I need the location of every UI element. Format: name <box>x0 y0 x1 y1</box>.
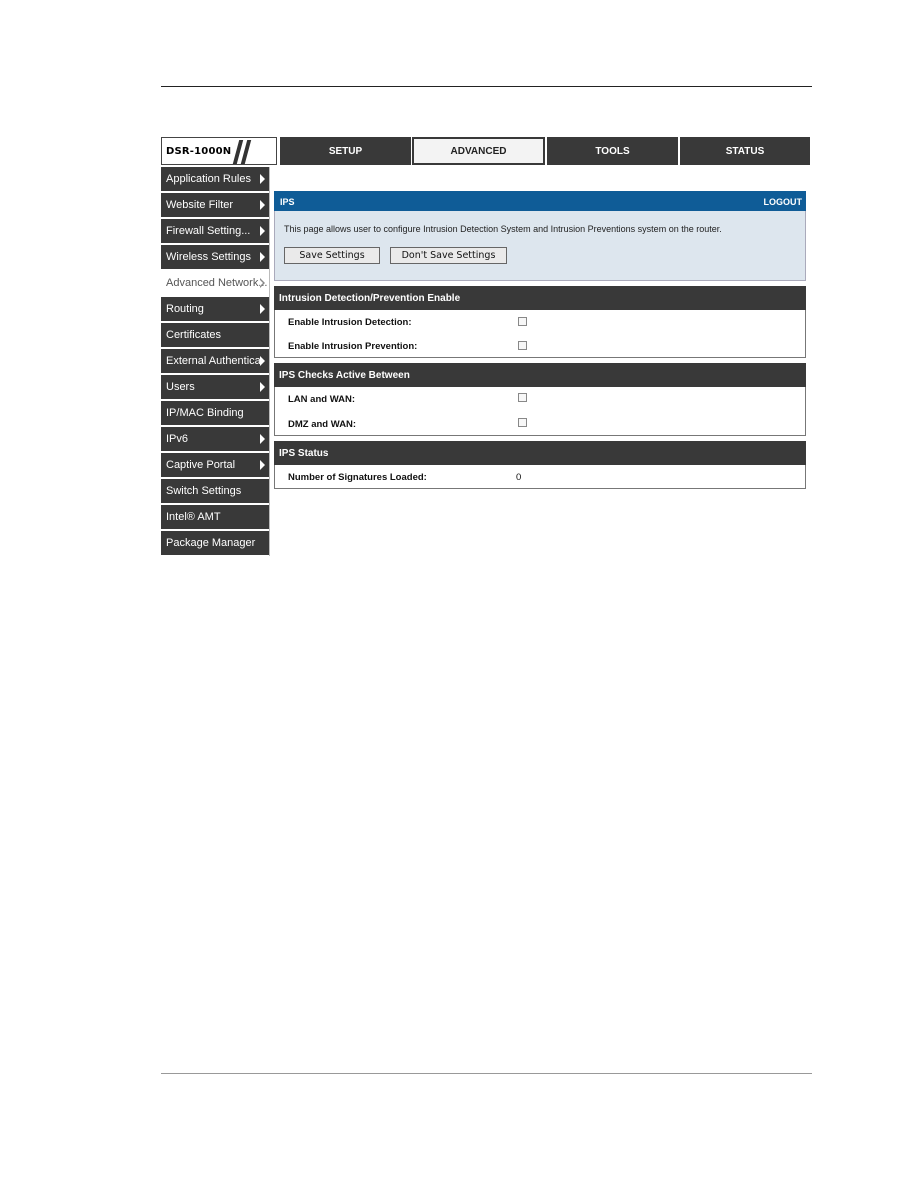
lan-wan-label: LAN and WAN: <box>288 394 356 405</box>
tab-advanced[interactable]: ADVANCED <box>412 137 545 165</box>
sidebar-item-website-filter[interactable] <box>161 193 269 217</box>
sidebar-item-ipv6[interactable] <box>161 427 269 451</box>
sidebar-item-label: Website Filter <box>166 199 234 211</box>
enable-prevention-checkbox[interactable] <box>518 341 527 350</box>
logo-slash <box>241 140 251 164</box>
section-header-enable: Intrusion Detection/Prevention Enable <box>274 286 806 310</box>
sidebar-item-label: Captive Portal <box>166 459 236 471</box>
enable-detection-checkbox[interactable] <box>518 317 527 326</box>
sidebar-item-label: Package Manager <box>166 537 256 549</box>
chevron-right-icon <box>260 200 265 210</box>
sidebar-item-label: IPv6 <box>166 433 189 445</box>
sidebar-item-package-manager[interactable] <box>161 531 269 555</box>
sidebar-item-routing[interactable] <box>161 297 269 321</box>
sidebar-item-ip-mac-binding[interactable] <box>161 401 269 425</box>
section-header-status: IPS Status <box>274 441 806 465</box>
sidebar-item-label: Application Rules <box>166 173 251 185</box>
tab-tools[interactable]: TOOLS <box>545 137 678 165</box>
enable-prevention-label: Enable Intrusion Prevention: <box>288 341 418 352</box>
logout-link[interactable]: LOGOUT <box>763 197 802 207</box>
chevron-right-icon <box>260 304 265 314</box>
ips-info-panel <box>274 211 806 281</box>
sidebar-item-label: External Authentica <box>166 355 261 367</box>
sidebar-item-application-rules[interactable] <box>161 167 269 191</box>
sidebar-item-label: IP/MAC Binding <box>166 407 244 419</box>
model-label: DSR-1000N <box>166 146 232 157</box>
sidebar-item-label: Firewall Setting... <box>166 225 251 237</box>
sidebar-item-label: Routing <box>166 303 204 315</box>
sidebar-item-label: Wireless Settings <box>166 251 251 263</box>
section-body-enable <box>274 310 806 358</box>
section-body-status <box>274 465 806 489</box>
signatures-loaded-label: Number of Signatures Loaded: <box>288 472 427 483</box>
page-description: This page allows user to configure Intrusion Detection System and Intrusion Preventions system on the router. <box>284 224 722 234</box>
chevron-right-icon <box>260 252 265 262</box>
top-nav <box>161 137 810 165</box>
enable-detection-label: Enable Intrusion Detection: <box>288 317 412 328</box>
sidebar-item-intel-amt[interactable] <box>161 505 269 529</box>
dmz-wan-checkbox[interactable] <box>518 418 527 427</box>
section-header-checks: IPS Checks Active Between <box>274 363 806 387</box>
sidebar-item-switch-settings[interactable] <box>161 479 269 503</box>
sidebar <box>161 167 269 557</box>
lan-wan-checkbox[interactable] <box>518 393 527 402</box>
page-bottom-rule <box>161 1073 812 1074</box>
sidebar-item-captive-portal[interactable] <box>161 453 269 477</box>
sidebar-item-label: Certificates <box>166 329 222 341</box>
chevron-right-outline-icon <box>260 278 265 288</box>
sidebar-item-certificates[interactable] <box>161 323 269 347</box>
dmz-wan-label: DMZ and WAN: <box>288 419 357 430</box>
sidebar-item-advanced-network[interactable] <box>161 271 269 295</box>
sidebar-item-users[interactable] <box>161 375 269 399</box>
sidebar-item-wireless-settings[interactable] <box>161 245 269 269</box>
sidebar-item-firewall-settings[interactable] <box>161 219 269 243</box>
sidebar-item-external-authentication[interactable] <box>161 349 269 373</box>
section-body-checks <box>274 387 806 436</box>
chevron-right-icon <box>260 226 265 236</box>
chevron-right-icon <box>260 356 265 366</box>
sidebar-item-label: Intel® AMT <box>166 511 221 523</box>
sidebar-item-label: Users <box>166 381 195 393</box>
tab-setup[interactable]: SETUP <box>278 137 411 165</box>
save-settings-button[interactable]: Save Settings <box>284 247 380 264</box>
chevron-right-icon <box>260 382 265 392</box>
page-top-rule <box>161 86 812 87</box>
sidebar-item-label: Switch Settings <box>166 485 242 497</box>
sidebar-item-label: Advanced Network... <box>166 277 268 289</box>
chevron-right-icon <box>260 174 265 184</box>
model-logo <box>161 137 277 165</box>
chevron-right-icon <box>260 434 265 444</box>
chevron-right-icon <box>260 460 265 470</box>
signatures-loaded-value: 0 <box>516 472 522 483</box>
page-title: IPS <box>280 197 295 207</box>
dont-save-settings-button[interactable]: Don't Save Settings <box>390 247 507 264</box>
tab-status[interactable]: STATUS <box>678 137 810 165</box>
ips-header <box>274 191 806 211</box>
